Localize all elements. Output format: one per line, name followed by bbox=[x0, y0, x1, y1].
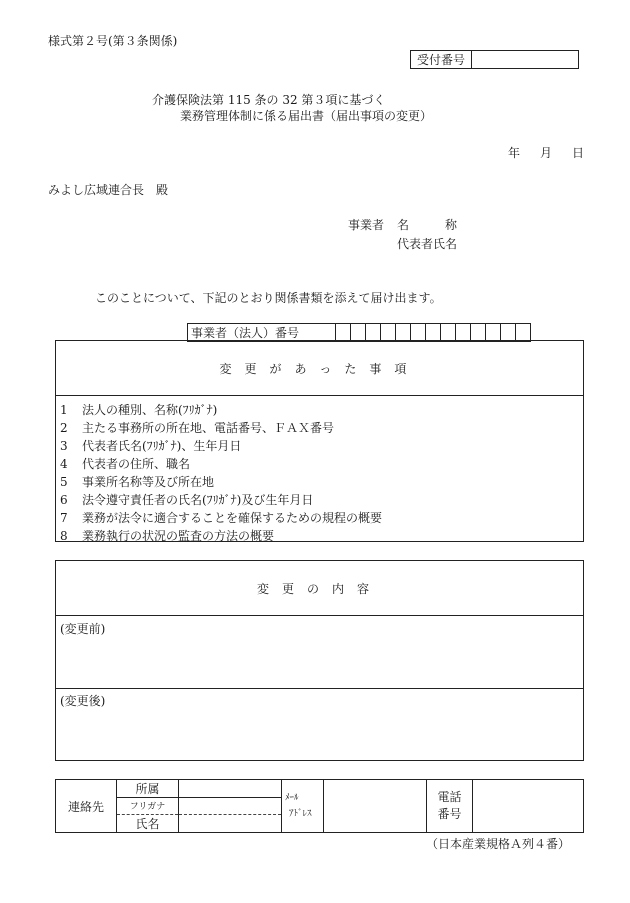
phone-field[interactable] bbox=[473, 780, 584, 833]
date-year: 年 bbox=[508, 146, 521, 160]
receipt-field[interactable] bbox=[472, 51, 579, 69]
affiliation-label: 所属 bbox=[117, 780, 179, 798]
footer-note: （日本産業規格Ａ列４番） bbox=[426, 837, 571, 851]
change-item-text: 事業所名称等及び所在地 bbox=[82, 475, 215, 489]
applicant-name-label: 名 称 bbox=[397, 218, 458, 232]
change-item-text: 主たる事務所の所在地、電話番号、ＦＡＸ番号 bbox=[82, 421, 335, 435]
change-item-number: 3 bbox=[60, 439, 68, 453]
name-field[interactable] bbox=[179, 814, 282, 832]
business-number-digit[interactable] bbox=[366, 324, 381, 342]
change-item bbox=[60, 509, 382, 527]
date-day: 日 bbox=[572, 146, 585, 160]
change-item bbox=[60, 401, 382, 419]
form-id: 様式第２号(第３条関係) bbox=[48, 34, 178, 48]
changes-section bbox=[55, 340, 584, 542]
change-item bbox=[60, 455, 382, 473]
change-item bbox=[60, 437, 382, 455]
title-line-1: 介護保険法第 115 条の 32 第３項に基づく bbox=[152, 93, 386, 107]
addressee: みよし広域連合長 殿 bbox=[48, 183, 169, 197]
change-item-text: 代表者氏名(ﾌﾘｶﾞﾅ)、生年月日 bbox=[82, 439, 242, 453]
contact-table bbox=[55, 779, 584, 833]
furigana-field[interactable] bbox=[179, 798, 282, 814]
business-number-digit[interactable] bbox=[396, 324, 411, 342]
change-item-number: 1 bbox=[60, 403, 68, 417]
business-number-digit[interactable] bbox=[411, 324, 426, 342]
change-item-text: 業務執行の状況の監査の方法の概要 bbox=[82, 529, 275, 543]
before-label: (変更前) bbox=[60, 622, 106, 636]
change-item-text: 法令遵守責任者の氏名(ﾌﾘｶﾞﾅ)及び生年月日 bbox=[82, 493, 314, 507]
change-item bbox=[60, 527, 382, 545]
receipt-label: 受付番号 bbox=[411, 51, 472, 69]
mail-label-2: ｱﾄﾞﾚｽ bbox=[289, 809, 312, 819]
receipt-number-box bbox=[410, 50, 579, 69]
contact-label: 連絡先 bbox=[56, 780, 117, 833]
business-number-digit[interactable] bbox=[351, 324, 366, 342]
applicant-label: 事業者 bbox=[348, 218, 385, 232]
business-number-digit[interactable] bbox=[516, 324, 531, 342]
change-item-number: 5 bbox=[60, 475, 68, 489]
title-line-2: 業務管理体制に係る届出書（届出事項の変更） bbox=[180, 109, 433, 123]
change-item-text: 法人の種別、名称(ﾌﾘｶﾞﾅ) bbox=[82, 403, 218, 417]
after-label: (変更後) bbox=[60, 694, 106, 708]
change-item-number: 2 bbox=[60, 421, 68, 435]
mail-field[interactable] bbox=[324, 780, 427, 833]
changes-section-title: 変更があった事項 bbox=[219, 361, 420, 376]
change-item bbox=[60, 491, 382, 509]
content-section bbox=[55, 560, 584, 761]
applicant-rep-label: 代表者氏名 bbox=[397, 237, 458, 251]
mail-label-1: ﾒｰﾙ bbox=[285, 793, 299, 803]
change-items-list bbox=[60, 401, 382, 545]
business-number-digit[interactable] bbox=[426, 324, 441, 342]
phone-label bbox=[427, 780, 473, 833]
name-label: 氏名 bbox=[117, 814, 179, 832]
before-field[interactable] bbox=[56, 616, 583, 689]
date-month: 月 bbox=[540, 146, 553, 160]
business-number-digit[interactable] bbox=[471, 324, 486, 342]
furigana-label: フリガナ bbox=[117, 798, 179, 814]
business-number-digit[interactable] bbox=[501, 324, 516, 342]
change-item-number: 7 bbox=[60, 511, 68, 525]
business-number-digit[interactable] bbox=[381, 324, 396, 342]
change-item bbox=[60, 473, 382, 491]
change-item bbox=[60, 419, 382, 437]
change-item-number: 4 bbox=[60, 457, 68, 471]
business-number-digit[interactable] bbox=[441, 324, 456, 342]
business-number-label: 事業者（法人）番号 bbox=[188, 324, 336, 342]
mail-label bbox=[282, 780, 324, 833]
business-number-digit[interactable] bbox=[486, 324, 501, 342]
change-item-number: 8 bbox=[60, 529, 68, 543]
change-item-text: 代表者の住所、職名 bbox=[82, 457, 191, 471]
content-section-title: 変更の内容 bbox=[256, 581, 382, 596]
affiliation-field[interactable] bbox=[179, 780, 282, 798]
date-line bbox=[508, 147, 584, 159]
intro-text: このことについて、下記のとおり関係書類を添えて届け出ます。 bbox=[95, 291, 442, 305]
business-number-digit[interactable] bbox=[336, 324, 351, 342]
after-field[interactable] bbox=[56, 689, 583, 761]
phone-label-2: 番号 bbox=[437, 807, 462, 821]
change-item-number: 6 bbox=[60, 493, 68, 507]
business-number-digit[interactable] bbox=[456, 324, 471, 342]
change-item-text: 業務が法令に適合することを確保するための規程の概要 bbox=[82, 511, 383, 525]
phone-label-1: 電話 bbox=[437, 790, 462, 804]
